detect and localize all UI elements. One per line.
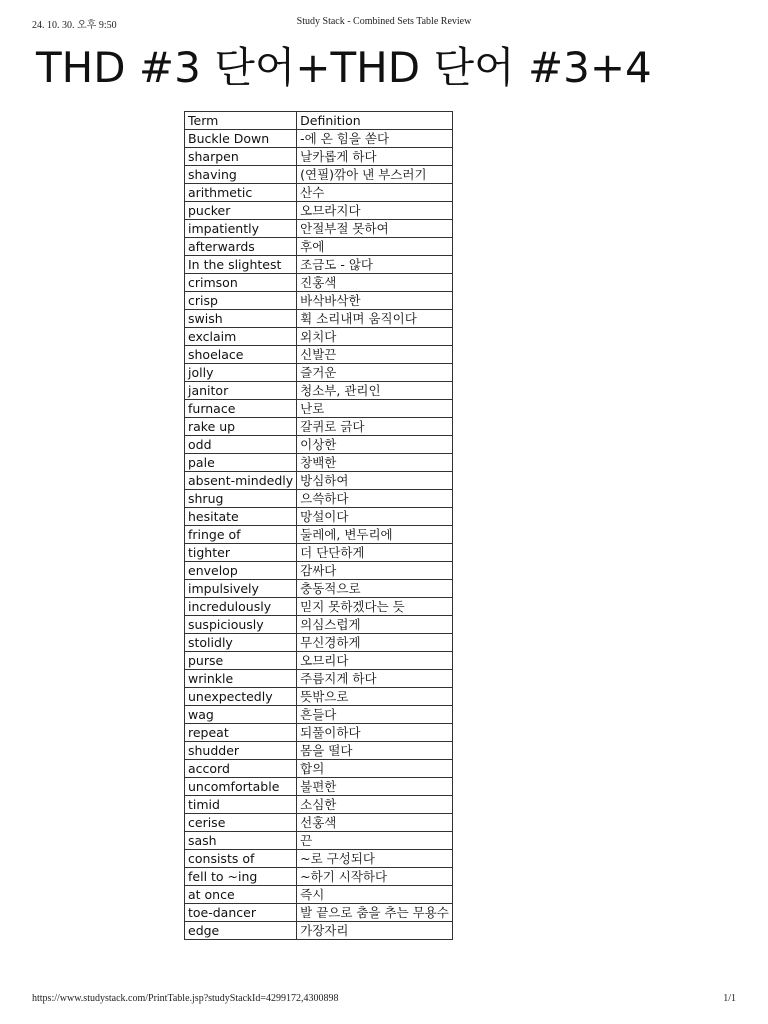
term-cell: absent-mindedly [185,472,297,490]
header-definition: Definition [297,112,453,130]
table-row [185,364,453,382]
term-cell: impulsively [185,580,297,598]
table-row [185,886,453,904]
term-cell: unexpectedly [185,688,297,706]
table-row [185,256,453,274]
term-cell: accord [185,760,297,778]
definition-cell: 즐거운 [297,364,453,382]
definition-cell: 믿지 못하겠다는 듯 [297,598,453,616]
table-row [185,652,453,670]
table-row [185,292,453,310]
table-row [185,508,453,526]
term-cell: afterwards [185,238,297,256]
term-cell: sharpen [185,148,297,166]
term-cell: crisp [185,292,297,310]
table-row [185,868,453,886]
term-cell: shrug [185,490,297,508]
term-cell: janitor [185,382,297,400]
term-cell: shoelace [185,346,297,364]
definition-cell: 더 단단하게 [297,544,453,562]
definition-cell: 망설이다 [297,508,453,526]
term-cell: swish [185,310,297,328]
term-cell: suspiciously [185,616,297,634]
definition-cell: 청소부, 관리인 [297,382,453,400]
table-row [185,850,453,868]
table-row [185,238,453,256]
definition-cell: 오므라지다 [297,202,453,220]
definition-cell: 몸을 떨다 [297,742,453,760]
definition-cell: 조금도 - 않다 [297,256,453,274]
definition-cell: 이상한 [297,436,453,454]
term-cell: envelop [185,562,297,580]
table-row [185,760,453,778]
definition-cell: 감싸다 [297,562,453,580]
definition-cell: 주름지게 하다 [297,670,453,688]
definition-cell: 가장자리 [297,922,453,940]
table-row [185,598,453,616]
term-cell: impatiently [185,220,297,238]
print-date: 24. 10. 30. 오후 9:50 [32,20,117,31]
definition-cell: (연필)깎아 낸 부스러기 [297,166,453,184]
definition-cell: 의심스럽게 [297,616,453,634]
term-cell: rake up [185,418,297,436]
table-row [185,148,453,166]
definition-cell: 진홍색 [297,274,453,292]
term-cell: purse [185,652,297,670]
table-row [185,310,453,328]
term-cell: shaving [185,166,297,184]
definition-cell: 오므리다 [297,652,453,670]
term-cell: crimson [185,274,297,292]
table-row [185,616,453,634]
table-row [185,220,453,238]
term-cell: wag [185,706,297,724]
table-row [185,346,453,364]
definition-cell: 충동적으로 [297,580,453,598]
term-cell: fringe of [185,526,297,544]
definition-cell: 소심한 [297,796,453,814]
definition-cell: 갈퀴로 긁다 [297,418,453,436]
term-cell: pucker [185,202,297,220]
table-header-row [185,112,453,130]
table-row [185,166,453,184]
term-cell: timid [185,796,297,814]
table-body [185,130,453,940]
term-cell: shudder [185,742,297,760]
term-cell: stolidly [185,634,297,652]
table-row [185,634,453,652]
table-row [185,562,453,580]
term-cell: furnace [185,400,297,418]
table-row [185,688,453,706]
definition-cell: 산수 [297,184,453,202]
term-cell: arithmetic [185,184,297,202]
term-cell: sash [185,832,297,850]
table-row [185,184,453,202]
term-cell: incredulously [185,598,297,616]
table-row [185,922,453,940]
print-footer [32,993,736,1009]
definition-cell: 무신경하게 [297,634,453,652]
definition-cell: 흔들다 [297,706,453,724]
definition-cell: 뜻밖으로 [297,688,453,706]
definition-cell: 신발끈 [297,346,453,364]
print-url: https://www.studystack.com/PrintTable.jsp?studyStackId=4299172,4300898 [32,993,339,1004]
definition-cell: 즉시 [297,886,453,904]
term-cell: In the slightest [185,256,297,274]
definition-cell: 으쓱하다 [297,490,453,508]
header-term: Term [185,112,297,130]
table-row [185,418,453,436]
table-row [185,742,453,760]
table-row [185,274,453,292]
definition-cell: 난로 [297,400,453,418]
term-cell: edge [185,922,297,940]
term-cell: toe-dancer [185,904,297,922]
definition-cell: 방심하여 [297,472,453,490]
definition-cell: -에 온 힘을 쏟다 [297,130,453,148]
page-title: THD #3 단어+THD 단어 #3+4 [36,43,652,92]
term-cell: fell to ~ing [185,868,297,886]
table-row [185,832,453,850]
table-row [185,400,453,418]
term-cell: cerise [185,814,297,832]
term-cell: exclaim [185,328,297,346]
table-row [185,544,453,562]
term-cell: jolly [185,364,297,382]
definition-cell: 창백한 [297,454,453,472]
table-row [185,580,453,598]
definition-cell: 발 끝으로 춤을 추는 무용수 [297,904,453,922]
definition-cell: 안절부절 못하여 [297,220,453,238]
definition-cell: 되풀이하다 [297,724,453,742]
definition-cell: 날카롭게 하다 [297,148,453,166]
table-row [185,796,453,814]
vocab-table [184,111,453,940]
definition-cell: ~하기 시작하다 [297,868,453,886]
definition-cell: 합의 [297,760,453,778]
table-row [185,382,453,400]
term-cell: at once [185,886,297,904]
term-cell: repeat [185,724,297,742]
table-row [185,706,453,724]
table-row [185,472,453,490]
definition-cell: 불편한 [297,778,453,796]
term-cell: consists of [185,850,297,868]
term-cell: odd [185,436,297,454]
table-row [185,454,453,472]
table-row [185,778,453,796]
table-row [185,436,453,454]
term-cell: Buckle Down [185,130,297,148]
table-row [185,490,453,508]
table-row [185,724,453,742]
term-cell: hesitate [185,508,297,526]
print-header [32,16,736,32]
term-cell: pale [185,454,297,472]
definition-cell: 둘레에, 변두리에 [297,526,453,544]
term-cell: wrinkle [185,670,297,688]
term-cell: uncomfortable [185,778,297,796]
table-row [185,814,453,832]
definition-cell: ~로 구성되다 [297,850,453,868]
definition-cell: 외치다 [297,328,453,346]
table-row [185,904,453,922]
page-number: 1/1 [723,993,736,1004]
table-row [185,670,453,688]
table-row [185,202,453,220]
definition-cell: 후에 [297,238,453,256]
table-row [185,526,453,544]
definition-cell: 휙 소리내며 움직이다 [297,310,453,328]
definition-cell: 바삭바삭한 [297,292,453,310]
definition-cell: 선홍색 [297,814,453,832]
term-cell: tighter [185,544,297,562]
definition-cell: 끈 [297,832,453,850]
print-page-title: Study Stack - Combined Sets Table Review [296,16,472,27]
table-row [185,328,453,346]
table-row [185,130,453,148]
